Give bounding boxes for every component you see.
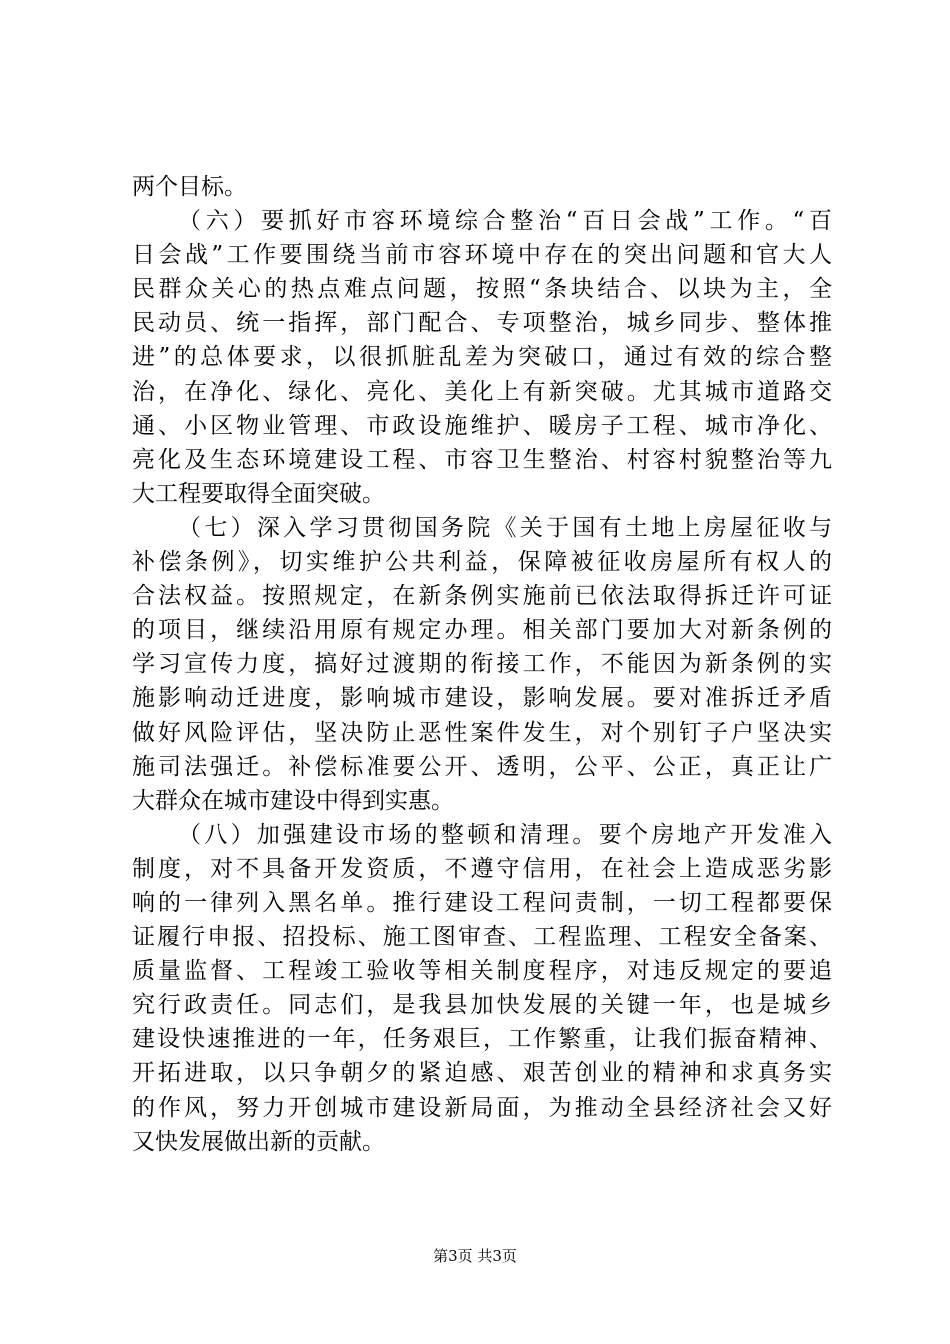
text-line: 合法权益。按照规定，在新条例实施前已依法取得拆迁许可证	[132, 583, 832, 610]
text-line: （七）深入学习贯彻国务院《关于国有土地上房屋征收与	[178, 514, 832, 541]
text-line: 响的一律列入黑名单。推行建设工程问责制，一切工程都要保	[132, 889, 832, 916]
text-line: 民动员、统一指挥，部门配合、专项整治，城乡同步、整体推	[132, 310, 832, 337]
page-footer: 第3页 共3页	[433, 1247, 517, 1265]
text-line: 大群众在城市建设中得到实惠。	[132, 787, 454, 814]
text-line: 做好风险评估，坚决防止恶性案件发生，对个别钉子户坚决实	[132, 719, 832, 746]
text-line: 两个目标。	[132, 174, 247, 200]
text-line: 补偿条例》，切实维护公共利益，保障被征收房屋所有权人的	[132, 549, 832, 576]
text-line: 施影响动迁进度，影响城市建设，影响发展。要对准拆迁矛盾	[132, 685, 832, 712]
text-line: 施司法强迁。补偿标准要公开、透明，公平、公正，真正让广	[132, 753, 832, 780]
text-line: （八）加强建设市场的整顿和清理。要个房地产开发准入	[178, 821, 832, 848]
document-body	[132, 170, 832, 1159]
text-line: 大工程要取得全面突破。	[132, 480, 385, 507]
text-line: 开拓进取，以只争朝夕的紧迫感、艰苦创业的精神和求真务实	[132, 1060, 832, 1087]
text-line: 制度，对不具备开发资质，不遵守信用，在社会上造成恶劣影	[132, 855, 832, 882]
text-line: 建设快速推进的一年，任务艰巨，工作繁重，让我们振奋精神、	[132, 1026, 832, 1053]
text-line: 进”的总体要求，以很抓脏乱差为突破口，通过有效的综合整	[132, 344, 832, 371]
text-line: 学习宣传力度，搞好过渡期的衔接工作，不能因为新条例的实	[132, 651, 832, 678]
text-line: 质量监督、工程竣工验收等相关制度程序，对违反规定的要追	[132, 958, 832, 985]
text-line: 民群众关心的热点难点问题，按照“条块结合、以块为主，全	[132, 276, 832, 303]
text-line: （六）要抓好市容环境综合整治“百日会战”工作。“百	[178, 208, 832, 235]
text-line: 的作风，努力开创城市建设新局面，为推动全县经济社会又好	[132, 1094, 832, 1121]
text-line: 治，在净化、绿化、亮化、美化上有新突破。尤其城市道路交	[132, 378, 832, 405]
text-line: 日会战”工作要围绕当前市容环境中存在的突出问题和官大人	[132, 242, 832, 269]
text-line: 又快发展做出新的贡献。	[132, 1128, 385, 1155]
text-line: 通、小区物业管理、市政设施维护、暖房子工程、城市净化、	[132, 412, 832, 439]
text-line: 究行政责任。同志们，是我县加快发展的关键一年，也是城乡	[132, 992, 832, 1019]
text-line: 亮化及生态环境建设工程、市容卫生整治、村容村貌整治等九	[132, 446, 832, 473]
text-line: 的项目，继续沿用原有规定办理。相关部门要加大对新条例的	[132, 617, 832, 644]
text-line: 证履行申报、招投标、施工图审查、工程监理、工程安全备案、	[132, 924, 832, 951]
